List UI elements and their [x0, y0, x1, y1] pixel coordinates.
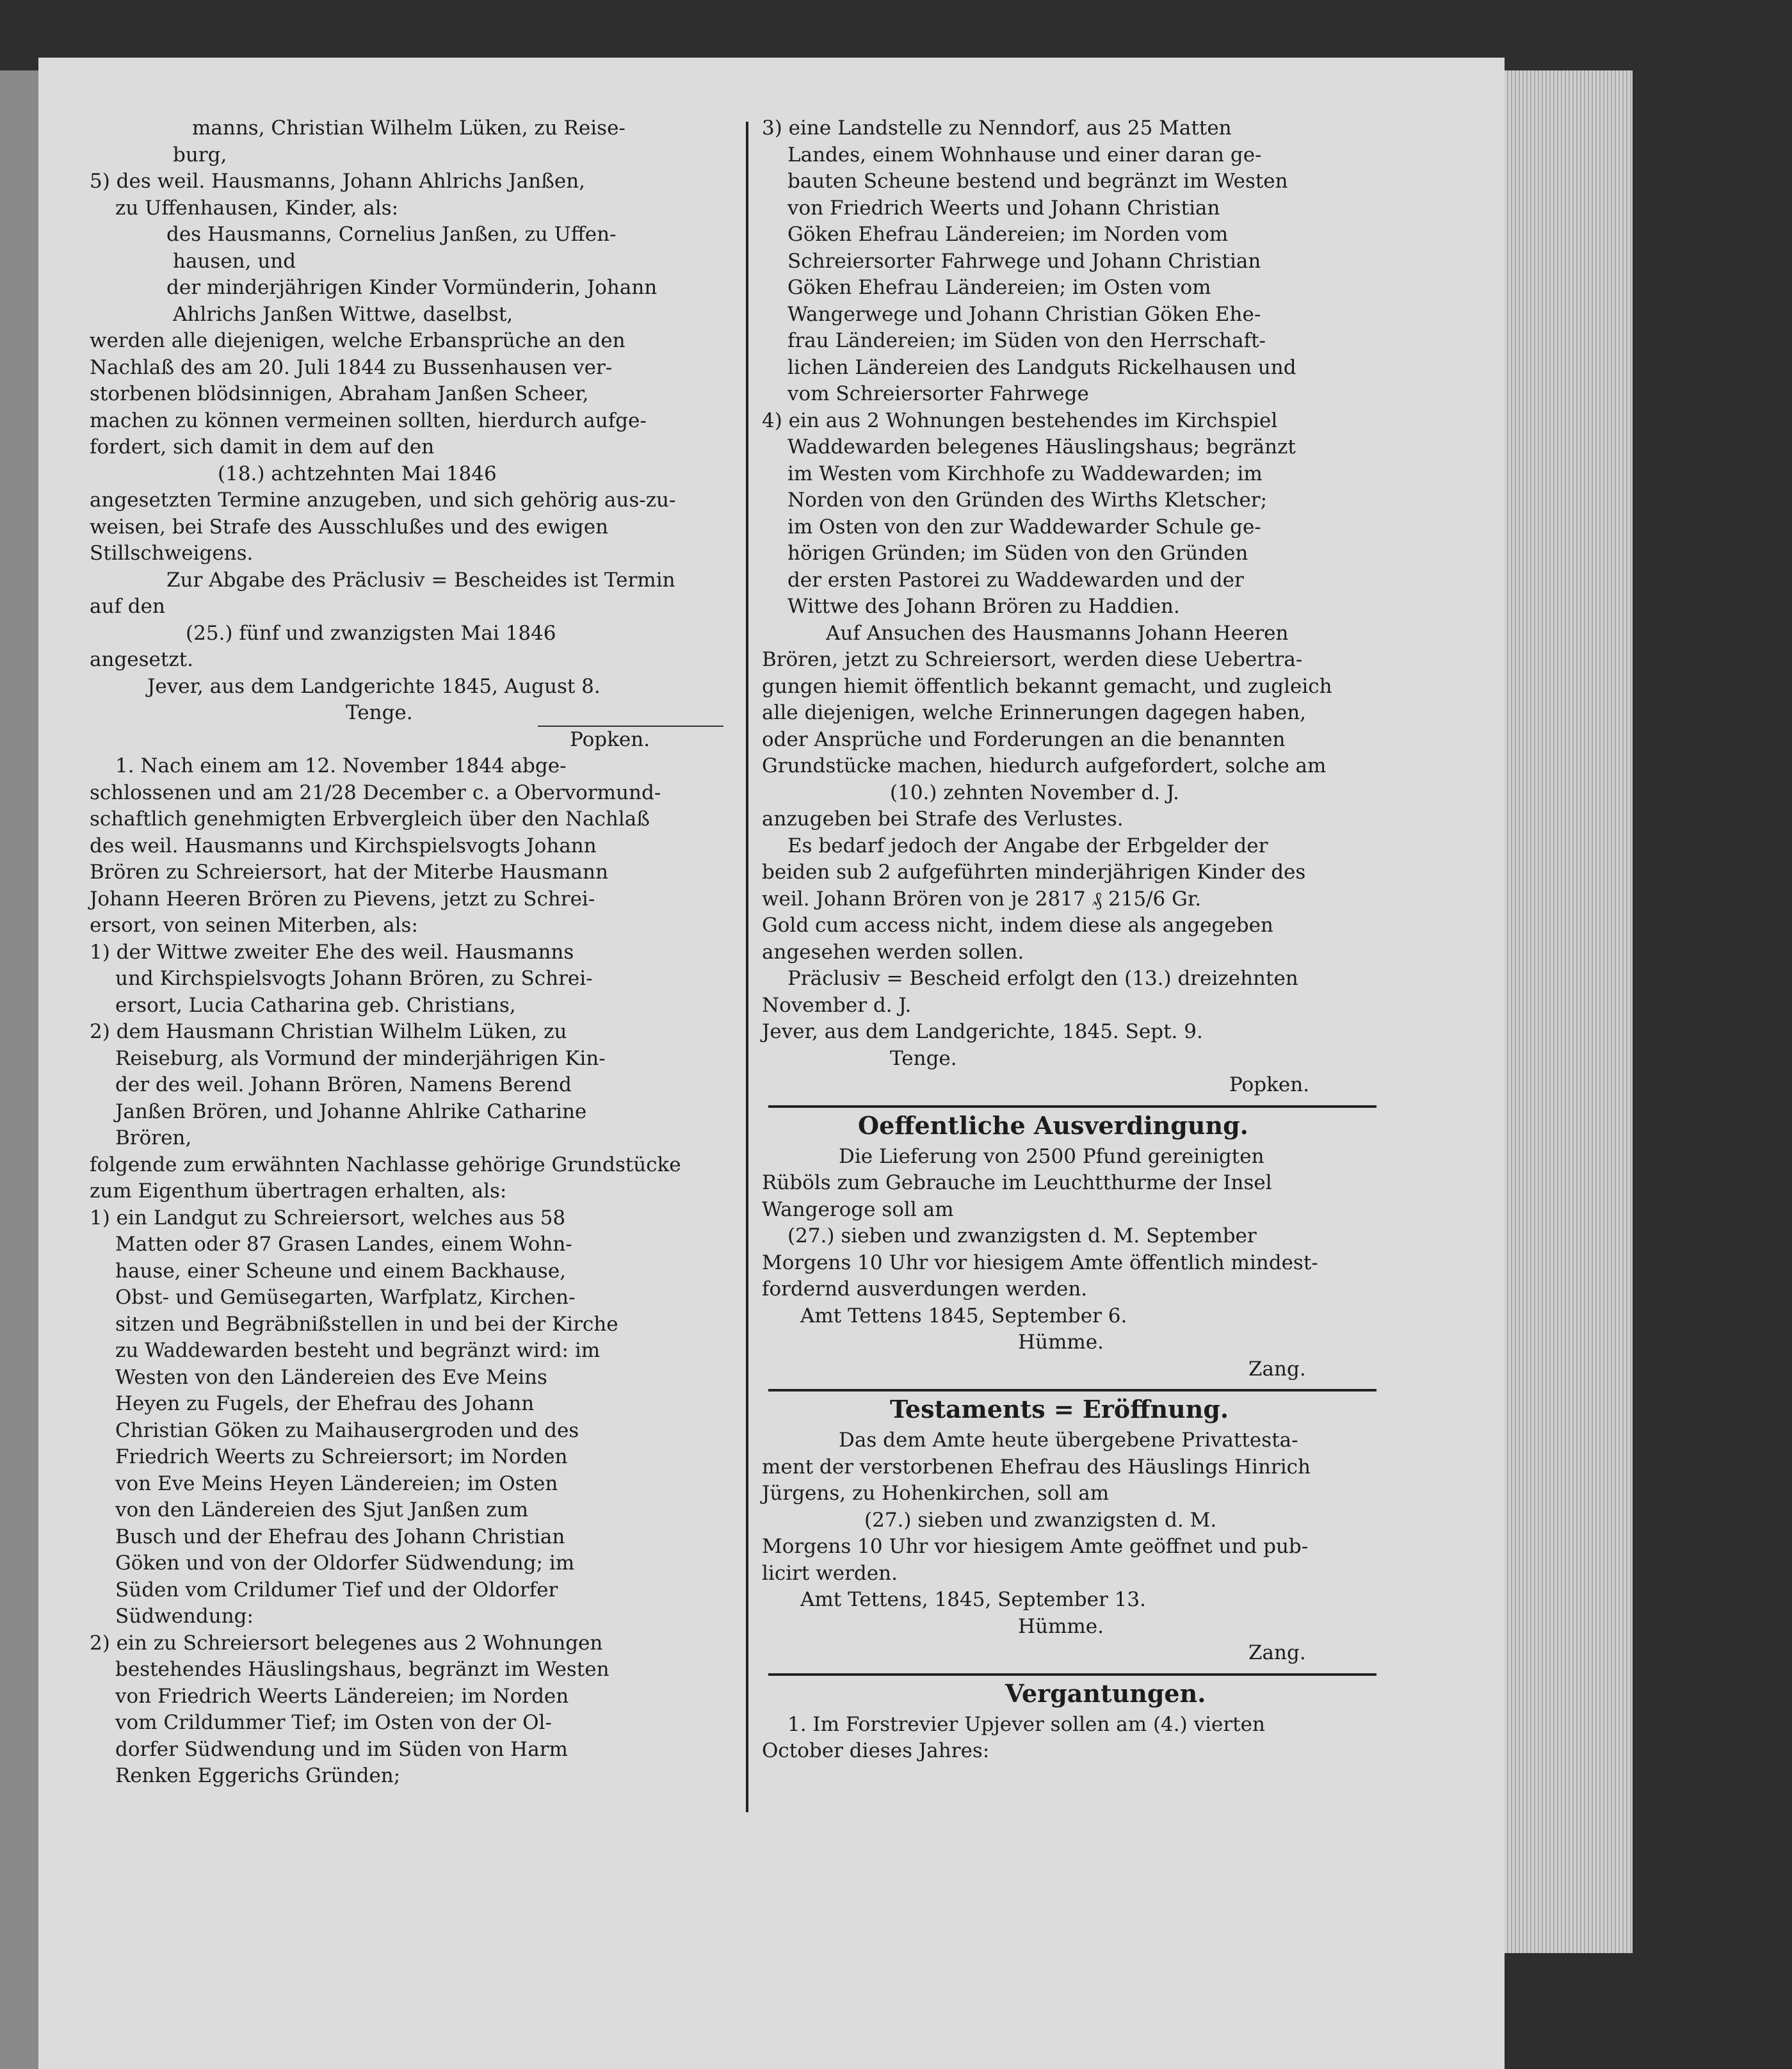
text-line: im Osten von den zur Waddewarder Schule ge-	[787, 515, 1261, 539]
text-line: im Westen vom Kirchhofe zu Waddewarden; im	[787, 462, 1263, 485]
text-line: Amt Tettens 1845, September 6.	[800, 1304, 1127, 1327]
text-line: Waddewarden belegenes Häuslingshaus; begränzt	[787, 435, 1296, 458]
text-line: Brören,	[115, 1126, 192, 1149]
text-line: Südwendung:	[115, 1605, 254, 1628]
section-rule	[768, 1389, 1376, 1392]
text-line: Gold cum access nicht, indem diese als angegeben	[762, 914, 1273, 937]
text-line: Jever, aus dem Landgerichte 1845, August 8.	[147, 674, 601, 698]
text-line: fordernd ausverdungen werden.	[762, 1278, 1088, 1301]
text-line: Auf Ansuchen des Hausmanns Johann Heeren	[826, 621, 1289, 645]
text-line: Brören zu Schreiersort, hat der Miterbe Hausmann	[90, 861, 608, 884]
text-line: vom Crildummer Tief; im Osten von der Ol-	[115, 1711, 552, 1734]
text-line: schlossenen und am 21/28 December c. a Obervormund-	[90, 781, 661, 804]
page-edges	[1505, 70, 1633, 1953]
text-line: Ahlrichs Janßen Wittwe, daselbst,	[173, 302, 513, 326]
text-line: sitzen und Begräbnißstellen in und bei der Kirche	[115, 1312, 618, 1336]
text-line: Jürgens, zu Hohenkirchen, soll am	[762, 1482, 1110, 1505]
text-line: Johann Heeren Brören zu Pievens, jetzt zu Schrei-	[90, 887, 595, 911]
text-line: des weil. Hausmanns und Kirchspielsvogts Johann	[90, 834, 597, 857]
text-line: Landes, einem Wohnhause und einer daran ge-	[787, 143, 1262, 166]
text-line: Busch und der Ehefrau des Johann Christian	[115, 1525, 565, 1548]
text-line: ersort, Lucia Catharina geb. Christians,	[115, 993, 516, 1017]
text-line: folgende zum erwähnten Nachlasse gehörige Grundstücke	[90, 1153, 681, 1176]
text-line: 3) eine Landstelle zu Nenndorf, aus 25 Matten	[762, 117, 1232, 140]
text-line: Friedrich Weerts zu Schreiersort; im Norden	[115, 1445, 568, 1468]
text-line: Brören, jetzt zu Schreiersort, werden diese Uebertra-	[762, 648, 1303, 671]
text-line: der des weil. Johann Brören, Namens Berend	[115, 1073, 572, 1096]
text-line: beiden sub 2 aufgeführten minderjährigen Kinder des	[762, 861, 1306, 884]
text-line: weisen, bei Strafe des Ausschlußes und des ewigen	[90, 515, 609, 539]
text-line: Heyen zu Fugels, der Ehefrau des Johann	[115, 1392, 535, 1415]
text-line: von Eve Meins Heyen Ländereien; im Osten	[115, 1472, 558, 1495]
text-line: burg,	[173, 143, 227, 166]
text-line: zum Eigenthum übertragen erhalten, als:	[90, 1180, 507, 1203]
text-line: 5) des weil. Hausmanns, Johann Ahlrichs Janßen,	[90, 170, 586, 193]
text-line: Zur Abgabe des Präclusiv = Bescheides ist Termin	[166, 568, 675, 592]
text-line: zu Waddewarden besteht und begränzt wird: im	[115, 1339, 601, 1362]
text-line: Rüböls zum Gebrauche im Leuchtthurme der Insel	[762, 1171, 1272, 1194]
book-spine	[0, 70, 38, 2069]
text-line: manns, Christian Wilhelm Lüken, zu Reise-	[192, 117, 626, 140]
text-line: 1) der Wittwe zweiter Ehe des weil. Hausmanns	[90, 940, 574, 964]
text-line: Janßen Brören, und Johanne Ahlrike Catharine	[115, 1099, 587, 1123]
text-line: (25.) fünf und zwanzigsten Mai 1846	[186, 621, 556, 645]
text-line: Göken und von der Oldorfer Südwendung; im	[115, 1552, 575, 1575]
text-line: Wangerwege und Johann Christian Göken Ehe-	[787, 302, 1261, 326]
text-line: hörigen Gründen; im Süden von den Gründen	[787, 542, 1248, 565]
text-line: Nachlaß des am 20. Juli 1844 zu Bussenhausen ver-	[90, 355, 613, 379]
text-line: Morgens 10 Uhr vor hiesigem Amte geöffnet und pub-	[762, 1535, 1309, 1558]
section-rule	[768, 1673, 1376, 1676]
text-line: (18.) achtzehnten Mai 1846	[218, 462, 497, 485]
text-line: auf den	[90, 595, 165, 618]
section-rule	[768, 1105, 1376, 1108]
text-line: von den Ländereien des Sjut Janßen zum	[115, 1498, 528, 1521]
column-divider	[746, 122, 748, 1812]
text-line: 1. Im Forstrevier Upjever sollen am (4.) vierten	[787, 1712, 1265, 1736]
text-line: Grundstücke machen, hiedurch aufgefordert, solche am	[762, 754, 1327, 777]
text-line: ersort, von seinen Miterben, als:	[90, 914, 418, 937]
text-line: 2) dem Hausmann Christian Wilhelm Lüken, zu	[90, 1020, 567, 1043]
text-line: hausen, und	[173, 249, 296, 273]
text-line: angesetzt.	[90, 648, 193, 671]
text-line: Süden vom Crildumer Tief und der Oldorfer	[115, 1578, 558, 1602]
text-line: Präclusiv = Bescheid erfolgt den (13.) dreizehnten	[787, 967, 1298, 990]
text-line: hause, einer Scheune und einem Backhause,	[115, 1259, 567, 1283]
text-line: Popken.	[570, 727, 650, 751]
text-line: 1) ein Landgut zu Schreiersort, welches aus 58	[90, 1206, 566, 1229]
text-line: der ersten Pastorei zu Waddewarden und der	[787, 568, 1244, 592]
text-line: Matten oder 87 Grasen Landes, einem Wohn-	[115, 1233, 572, 1256]
text-line: frau Ländereien; im Süden von den Herrschaft-	[787, 329, 1266, 352]
text-line: Zang.	[1248, 1641, 1306, 1664]
text-line: vom Schreiersorter Fahrwege	[787, 382, 1089, 405]
text-line: zu Uffenhausen, Kinder, als:	[115, 196, 399, 220]
text-line: des Hausmanns, Cornelius Janßen, zu Uffen-	[166, 223, 617, 246]
text-line: licirt werden.	[762, 1561, 898, 1585]
text-line: Schreiersorter Fahrwege und Johann Christian	[787, 249, 1261, 273]
text-line: der minderjährigen Kinder Vormünderin, Johann	[166, 276, 658, 299]
text-line: Die Lieferung von 2500 Pfund gereinigten	[839, 1144, 1264, 1168]
text-line: November d. J.	[762, 993, 912, 1017]
text-line: Obst- und Gemüsegarten, Warfplatz, Kirchen-	[115, 1286, 576, 1309]
text-line: von Friedrich Weerts Ländereien; im Norden	[115, 1684, 569, 1708]
text-line: lichen Ländereien des Landguts Rickelhausen und	[787, 355, 1296, 379]
text-line: Tenge.	[890, 1046, 957, 1070]
text-line: Göken Ehefrau Ländereien; im Norden vom	[787, 223, 1229, 246]
signature-rule	[538, 726, 723, 727]
section-heading: Testaments = Eröffnung.	[890, 1395, 1229, 1424]
text-line: Amt Tettens, 1845, September 13.	[800, 1588, 1146, 1611]
section-heading: Oeffentliche Ausverdingung.	[858, 1110, 1248, 1140]
text-line: Popken.	[1229, 1073, 1310, 1096]
text-line: angesehen werden sollen.	[762, 940, 1024, 964]
text-line: Westen von den Ländereien des Eve Meins	[115, 1365, 547, 1389]
text-line: (27.) sieben und zwanzigsten d. M.	[864, 1508, 1217, 1532]
text-line: October dieses Jahres:	[762, 1739, 990, 1762]
text-line: 2) ein zu Schreiersort belegenes aus 2 Wohnungen	[90, 1631, 603, 1655]
text-line: Hümme.	[1018, 1614, 1104, 1638]
text-line: bestehendes Häuslingshaus, begränzt im Westen	[115, 1658, 609, 1681]
text-line: Reiseburg, als Vormund der minderjährigen Kin-	[115, 1046, 606, 1070]
text-line: Göken Ehefrau Ländereien; im Osten vom	[787, 276, 1211, 299]
text-line: werden alle diejenigen, welche Erbansprüche an den	[90, 329, 626, 352]
text-line: (10.) zehnten November d. J.	[890, 781, 1179, 804]
text-line: und Kirchspielsvogts Johann Brören, zu Schrei-	[115, 967, 593, 990]
text-line: 4) ein aus 2 Wohnungen bestehendes im Kirchspiel	[762, 409, 1278, 432]
text-line: oder Ansprüche und Forderungen an die benannten	[762, 727, 1286, 751]
text-line: Hümme.	[1018, 1331, 1104, 1354]
text-line: angesetzten Termine anzugeben, und sich gehörig aus-zu-	[90, 489, 676, 512]
text-line: Zang.	[1248, 1357, 1306, 1381]
text-line: Wittwe des Johann Brören zu Haddien.	[787, 595, 1180, 618]
text-line: (27.) sieben und zwanzigsten d. M. September	[787, 1224, 1257, 1247]
text-line: Morgens 10 Uhr vor hiesigem Amte öffentlich mindest-	[762, 1251, 1318, 1274]
text-line: von Friedrich Weerts und Johann Christian	[787, 196, 1220, 220]
text-line: Christian Göken zu Maihausergroden und des	[115, 1418, 579, 1442]
text-line: 1. Nach einem am 12. November 1844 abge-	[115, 754, 567, 777]
text-line: machen zu können vermeinen sollten, hierdurch aufge-	[90, 409, 647, 432]
text-line: storbenen blödsinnigen, Abraham Janßen Scheer,	[90, 382, 589, 405]
text-line: Stillschweigens.	[90, 542, 254, 565]
text-line: Das dem Amte heute übergebene Privattesta-	[839, 1429, 1298, 1452]
text-line: ment der verstorbenen Ehefrau des Häuslings Hinrich	[762, 1455, 1311, 1479]
text-line: Norden von den Gründen des Wirths Kletscher;	[787, 489, 1268, 512]
text-line: anzugeben bei Strafe des Verlustes.	[762, 807, 1124, 831]
text-line: fordert, sich damit in dem auf den	[90, 435, 435, 458]
text-line: bauten Scheune bestend und begränzt im Westen	[787, 170, 1288, 193]
text-line: Es bedarf jedoch der Angabe der Erbgelder der	[787, 834, 1268, 857]
text-line: weil. Johann Brören von je 2817 ₰ 215/6 Gr.	[762, 887, 1202, 911]
text-line: dorfer Südwendung und im Süden von Harm	[115, 1737, 568, 1761]
text-line: Jever, aus dem Landgerichte, 1845. Sept. 9.	[762, 1020, 1203, 1043]
text-line: gungen hiemit öffentlich bekannt gemacht, und zugleich	[762, 674, 1332, 698]
text-line: Wangeroge soll am	[762, 1197, 954, 1221]
text-line: alle diejenigen, welche Erinnerungen dagegen haben,	[762, 701, 1307, 724]
text-line: Renken Eggerichs Gründen;	[115, 1764, 401, 1787]
text-line: Tenge.	[346, 701, 413, 724]
text-line: schaftlich genehmigten Erbvergleich über den Nachlaß	[90, 807, 650, 831]
section-heading: Vergantungen.	[1005, 1678, 1206, 1708]
